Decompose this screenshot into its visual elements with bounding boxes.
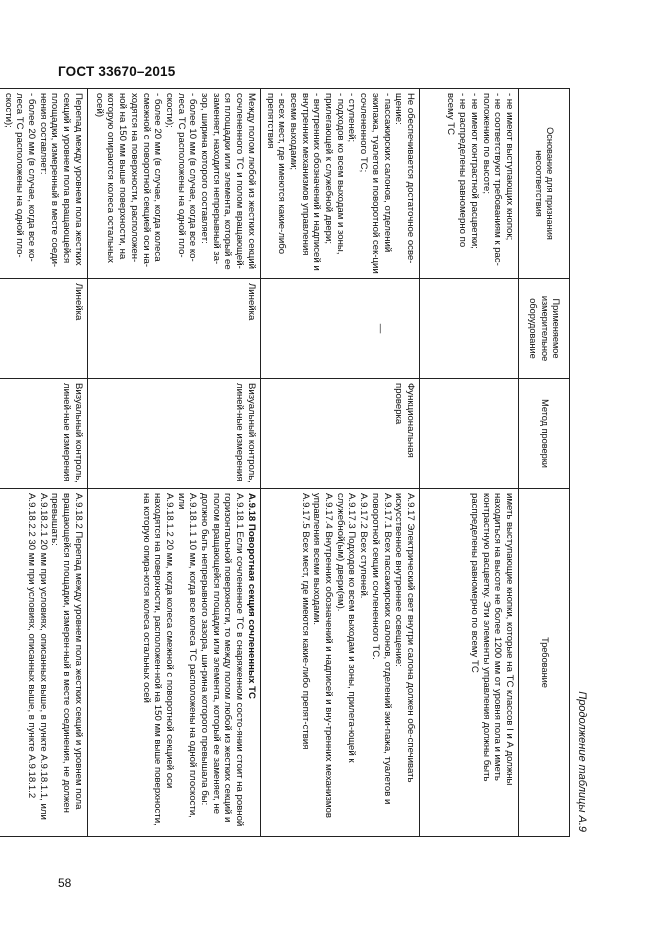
- requirement-line: А.9.18.2 Перепад между уровнем пола жестких секций и уровнем пола вращающейся площадки, измерен-ный в месте соединения, не должен превышать:: [49, 493, 84, 813]
- requirement-line: А.9.18.2.1 20 мм при условиях, описанных выше, в пункте А.9.18.1.1, или: [37, 493, 49, 820]
- page-number: 58: [58, 876, 72, 890]
- method-cell: Визуальный контроль, линей-ные измерения: [87, 379, 260, 489]
- requirement-cell: [0, 489, 87, 837]
- basis-line: Перепад между уровнем пола жестких секций и уровнем пола вращающейся площадки, измеренный в месте соеди-нения составляет:: [37, 93, 84, 268]
- requirement-line: А.9.17.3 Подходов ко всем выходам и зоны, прилега-ющей к служебной(ым) двери(ям).: [334, 493, 358, 763]
- basis-cell: [87, 89, 260, 279]
- table-row: [0, 89, 87, 837]
- requirement-line: А.9.17.5 Всех мест, где имеются какие-либо препят-ствия: [299, 493, 311, 750]
- equipment-cell: Линейка: [87, 279, 260, 379]
- basis-line: - всех мест, где имеются какие-либо препятствия: [264, 93, 288, 255]
- requirements-table: [0, 88, 570, 837]
- basis-line: Между полом любой из жестких секций сочлененного ТС и полом вращающей-ся площадки или элемента, который ее заменяет, находится непрерывный за-зор, ширина которого составляет:: [199, 93, 257, 270]
- basis-line: - не соответствуют требованиям к рас-положению по высоте;: [480, 93, 504, 266]
- requirement-line: А.9.18.1 Если сочлененное ТС в снаряженном состо-янии стоит на ровной горизонтальной поверхности, то между полом любой из жестких секций и полом вращающейся площадки или элемента, который ее заменяет, не должно быть непрерывного зазора, ши-рина которого превышала бы:: [199, 493, 246, 827]
- document-title: ГОСТ 33670–2015: [58, 64, 176, 79]
- equipment-cell: Линейка: [0, 279, 87, 379]
- basis-line: Не обеспечивается достаточное осве-щение:: [393, 93, 416, 264]
- column-header-requirement: Требование: [519, 489, 570, 837]
- requirement-line: А.9.17.1 Всех пассажирских салонов, отделений эки-пажа, туалетов и поворотной секции сочлененного ТС.: [369, 493, 393, 805]
- requirement-cell: [260, 489, 419, 837]
- basis-line: - не распределены равномерно по всему ТС: [445, 93, 469, 248]
- column-header-method: Метод проверки: [519, 379, 570, 489]
- equipment-cell: [420, 279, 519, 379]
- basis-line: - ступеней;: [346, 93, 358, 143]
- table-row: [87, 89, 260, 837]
- method-cell: [420, 379, 519, 489]
- basis-line: - более 10 мм (в случае, когда все ко-леса ТС расположены на одной пло-скости);: [163, 93, 199, 262]
- basis-cell: [260, 89, 419, 279]
- basis-line: - пассажирских салонов, отделений экипажа, туалетов и поворотной сек-ции сочлененного ТС;: [358, 93, 393, 274]
- basis-line: - не имеют выступающих кнопок;: [504, 93, 515, 241]
- requirement-cell: [87, 489, 260, 837]
- requirement-line: А.9.18.1.2 20 мм, когда колеса смежной с поворотной секцией оси находятся на поверхности, расположен-ной на 150 мм выше поверхности, на которую опира-ются колеса остальных осей: [140, 493, 175, 826]
- column-header-basis: Основание для признания несоответствия: [519, 89, 570, 279]
- basis-line: - внутренних обозначений и надписей и внутренних механизмов управления всеми выходами;: [287, 93, 323, 271]
- method-cell: Визуальный контроль, линей-ные измерения: [0, 379, 87, 489]
- table-row: [420, 89, 519, 837]
- section-title: А.9.18 Поворотная секция сочлененных ТС: [245, 493, 257, 699]
- requirement-line: А.9.17.2 Всех ступеней.: [358, 493, 370, 599]
- basis-line: - более 20 мм (в случае, когда колеса смежной с поворотной секцией оси на-ходятся на поверхности, расположен-ной на 150 мм выше поверхности, на которую опираются колеса остальных осей): [93, 93, 164, 268]
- basis-line: - более 20 мм (в случае, когда все ко-леса ТС расположены на одной пло-скости);: [2, 93, 38, 262]
- table-caption: Продолжение таблицы А.9: [576, 691, 588, 832]
- requirement-line: А.9.18.2.2 30 мм при условиях, описанных выше, в пункте А.9.18.1.2: [26, 493, 38, 799]
- equipment-dash: —: [375, 323, 386, 334]
- basis-line: - не имеют контрастной расцветки;: [468, 93, 480, 249]
- basis-cell: [420, 89, 519, 279]
- column-header-equipment: Применяемое измерительное оборудование: [519, 279, 570, 379]
- basis-line: - подходов ко всем выходам и зоны, прилегающей к служебной двери;: [323, 93, 346, 255]
- equipment-cell: [260, 279, 419, 379]
- requirement-line: А.9.17.4 Внутренних обозначений и надписей и вну-тренних механизмов управления всеми выходами.: [311, 493, 335, 818]
- method-cell: Функциональная проверка: [260, 379, 419, 489]
- requirement-line: А.9.17 Электрический свет внутри салона должен обе-спечивать искусственное внутреннее освещение:: [393, 493, 416, 783]
- requirement-cell: [420, 489, 519, 837]
- table-header-row: [519, 89, 570, 837]
- table-row: [260, 89, 419, 837]
- basis-cell: [0, 89, 87, 279]
- requirement-line: А.9.18.1.1 10 мм, когда все колеса ТС расположены на одной плоскости, или: [175, 493, 199, 818]
- requirement-line: иметь выступающие кнопки, которые на ТС классов I и А должны находиться на высоте не более 1200 мм от уровня пола и иметь контрастную расцветку. Эти элементы управления должны быть распределены равномерно по всему ТС: [468, 493, 515, 786]
- rotated-table-area: [2, 88, 592, 836]
